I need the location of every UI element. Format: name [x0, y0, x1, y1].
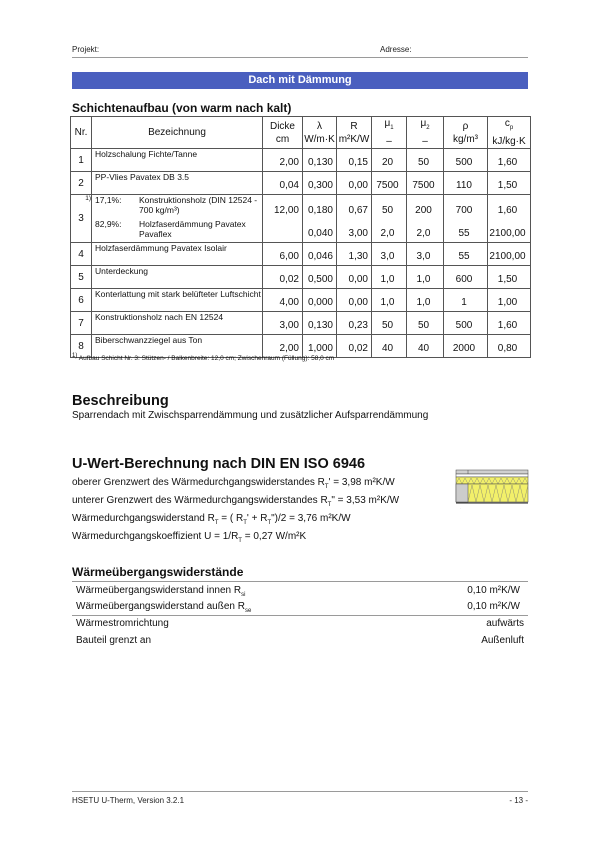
table-row: 4 Holzfaserdämmung Pavatex Isolair 6,00 0,046 1,30 3,0 3,0 55 2100,00 — [71, 243, 531, 266]
uwert-upper-limit: oberer Grenzwert des Wärmedurchgangswiderstandes $R_T' = 3,98$ m²K/W — [72, 477, 395, 490]
footer-page-number: - 13 - — [509, 796, 528, 805]
layer-diagram-icon — [454, 468, 530, 510]
col-r: R m²K/W — [337, 117, 372, 149]
transfer-row-direction: Wärmestromrichtung aufwärts — [76, 618, 524, 629]
transfer-row-inside: Wärmeübergangswiderstand innen $R_{si}$ 0,10 m²K/W — [76, 585, 520, 598]
transfer-row-outside: Wärmeübergangswiderstand außen $R_{se}$ 0,10 m²K/W — [76, 601, 520, 614]
address-label: Adresse: — [380, 45, 412, 54]
col-thickness: Dicke cm — [263, 117, 303, 149]
table-header-row — [71, 117, 531, 149]
table-row: 7 Konstruktionsholz nach EN 12524 3,00 0,130 0,23 50 50 500 1,60 — [71, 312, 531, 335]
col-desc: Bezeichnung — [92, 117, 263, 149]
col-cp: $c_p$ kJ/kg·K — [488, 117, 531, 149]
col-lambda: λ W/m·K — [303, 117, 337, 149]
col-nr: Nr. — [71, 117, 92, 149]
layers-table — [70, 116, 531, 358]
description-text: Sparrendach mit Zwischsparrendämmung und zusätzlicher Aufsparrendämmung — [72, 410, 429, 421]
table-row: 82,9%: Holzfaserdämmung Pavatex Pavaflex 0,040 3,00 2,0 2,0 55 2100,00 — [71, 219, 531, 243]
table-footnote: 1) Aufbau Schicht Nr. 3: Stützen- / Balkenbreite: 12,0 cm; Zwischenraum (Füllung): 58,0 cm — [72, 353, 335, 363]
footer-divider — [72, 791, 528, 792]
table-row: 1 Holzschalung Fichte/Tanne 2,00 0,130 0,15 20 50 500 1,60 — [71, 149, 531, 172]
table-row: 8 Biberschwanzziegel aus Ton 2,00 1,000 0,02 40 40 2000 0,80 — [71, 335, 531, 358]
transfer-heading: Wärmeübergangswiderstände — [72, 565, 244, 579]
col-rho: ρ kg/m³ — [444, 117, 488, 149]
layers-heading: Schichtenaufbau (von warm nach kalt) — [72, 101, 292, 115]
table-row: 2 PP-Vlies Pavatex DB 3.5 0,04 0,300 0,00 7500 7500 110 1,50 — [71, 172, 531, 195]
header-divider — [72, 57, 528, 58]
svg-text:·: · — [460, 506, 461, 510]
table-row: 5 Unterdeckung 0,02 0,500 0,00 1,0 1,0 600 1,50 — [71, 266, 531, 289]
uwert-resistance: Wärmedurchgangswiderstand $R_T$ = ( $R_T'$ + $R_T")/2 = 3,76$ m²K/W — [72, 513, 351, 526]
table-row: 3 1) 17,1%: Konstruktionsholz (DIN 12524 - 700 kg/m³) 12,00 0,180 0,67 50 200 700 1,60 — [71, 195, 531, 219]
transfer-row-adjacent: Bauteil grenzt an Außenluft — [76, 635, 524, 646]
footer-software: HSETU U-Therm, Version 3.2.1 — [72, 796, 185, 805]
uwert-lower-limit: unterer Grenzwert des Wärmedurchgangswiderstandes $R_T$" = 3,53 m²K/W — [72, 495, 400, 508]
uwert-coefficient: Wärmedurchgangskoeffizient $U = 1/R_T = 0,27$ W/m²K — [72, 531, 307, 544]
col-mu1: $\mu_1$ – — [372, 117, 407, 149]
col-mu2: $\mu_2$ – — [407, 117, 444, 149]
uwert-heading: U-Wert-Berechnung nach DIN EN ISO 6946 — [72, 456, 366, 472]
table-row: 6 Konterlattung mit stark belüfteter Luftschicht 4,00 0,000 0,00 1,0 1,0 1 1,00 — [71, 289, 531, 312]
description-heading: Beschreibung — [72, 393, 169, 409]
section-banner: Dach mit Dämmung — [72, 72, 528, 89]
project-label: Projekt: — [72, 45, 100, 54]
